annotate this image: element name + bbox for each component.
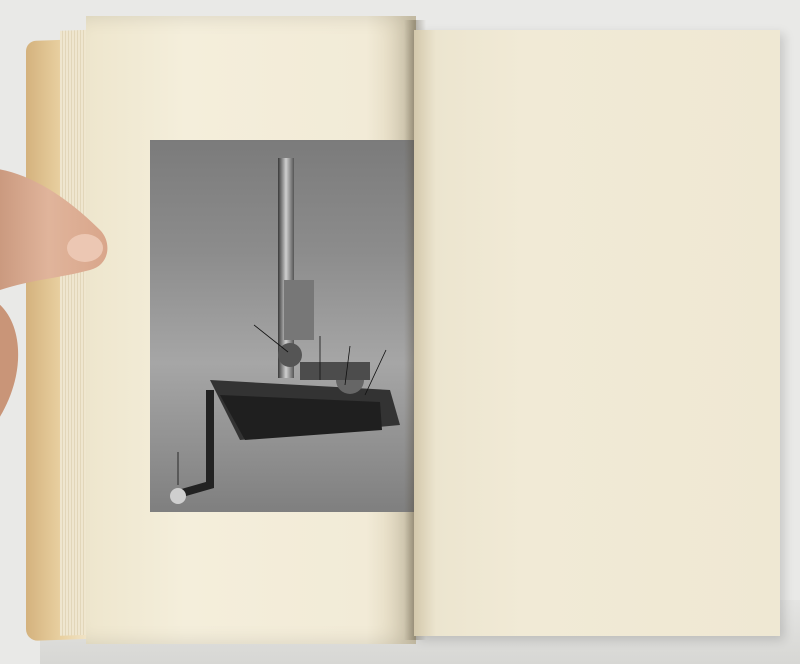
right-page: [414, 30, 780, 636]
hand-holding-book: [0, 140, 110, 470]
belt-filling-machine-photo: [150, 140, 416, 512]
machine-illustration: [150, 140, 416, 512]
